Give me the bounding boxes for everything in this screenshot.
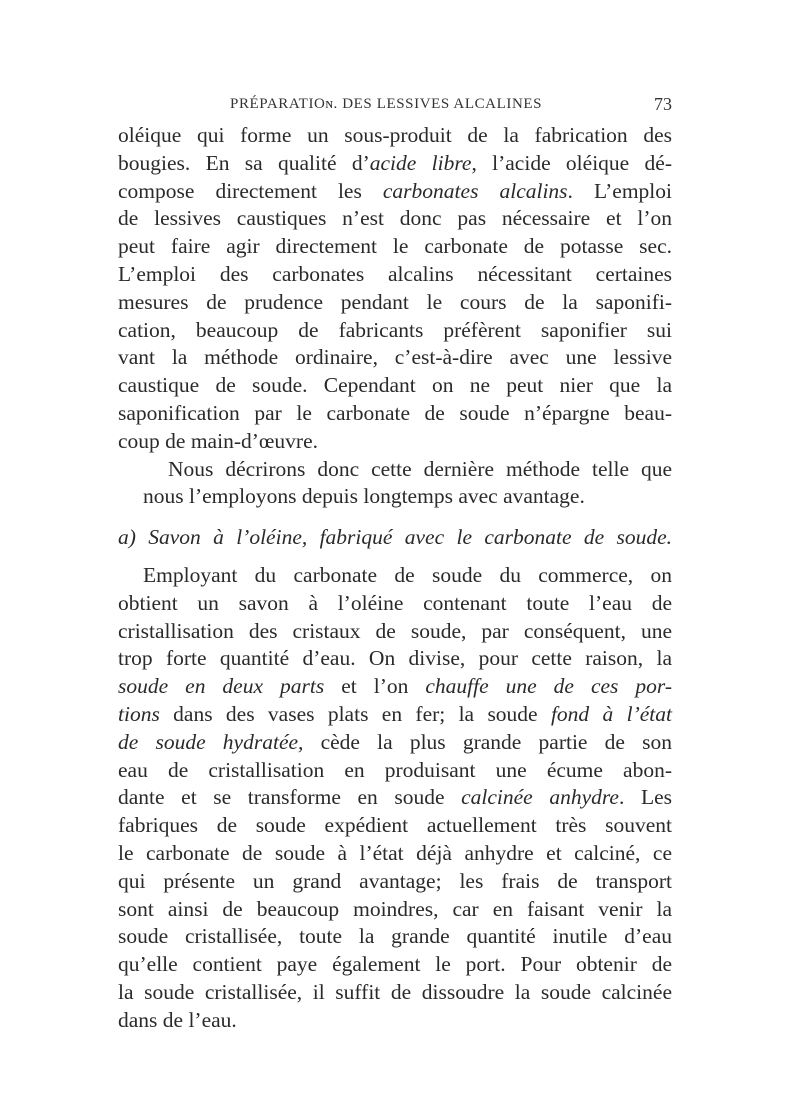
section-heading: a) Savon à l’oléine, fabriqué avec le carbonate de soude. [118, 525, 672, 550]
paragraph-3 [118, 562, 672, 1035]
text-line: cation, beaucoup de fabricants préfèrent saponifier sui [118, 317, 672, 342]
italic-text: carbonates alcalins [382, 178, 568, 203]
text-line: peut faire agir directement le carbonate de potasse sec. [118, 234, 672, 259]
text-line: qu’elle contient paye également le port. Pour obtenir de [118, 952, 672, 977]
text-line: oléique qui forme un sous-produit de la fabrication des [118, 123, 672, 147]
text-line: sont ainsi de beaucoup moindres, car en faisant venir la [118, 896, 672, 921]
running-title: PRÉPARATIOɴ. DES LESSIVES ALCALINES [230, 96, 543, 112]
paragraph-1 [118, 122, 672, 456]
italic-text: calcinée anhydre [461, 785, 619, 810]
italic-text: acide libre [369, 150, 472, 175]
text-line: bougies. En sa qualité d’acide libre, l’acide oléique dé- [118, 150, 672, 175]
text-line: nous l’employons depuis longtemps avec avantage. [143, 484, 585, 509]
text-line: caustique de soude. Cependant on ne peut nier que la [118, 373, 672, 398]
text-line: dans de l’eau. [118, 1007, 237, 1032]
text-line: trop forte quantité d’eau. On divise, pour cette raison, la [118, 646, 672, 671]
text-line: le carbonate de soude à l’état déjà anhydre et calciné, ce [118, 840, 672, 865]
text-line: saponification par le carbonate de soude n’épargne beau- [118, 400, 672, 425]
text-line: Nous décrirons donc cette dernière méthode telle que [168, 456, 672, 481]
text-line: tions dans des vases plats en fer; la soude fond à l’état [118, 701, 672, 726]
text-line: de soude hydratée, cède la plus grande partie de son [118, 729, 672, 754]
text-line: L’emploi des carbonates alcalins nécessitant certaines [118, 261, 672, 286]
running-head [118, 94, 672, 120]
text-line: coup de main-d’œuvre. [118, 428, 318, 453]
page-number: 73 [654, 94, 672, 114]
italic-text: soude en deux parts [118, 674, 325, 699]
italic-text: tions [118, 701, 160, 726]
italic-text: chauffe une de ces por- [425, 674, 673, 699]
italic-text: de soude hydratée, [118, 729, 304, 754]
text-line: vant la méthode ordinaire, c’est-à-dire avec une lessive [118, 345, 672, 370]
text-line: dante et se transforme en soude calcinée anhydre. Les [118, 785, 672, 810]
italic-text: fond à l’état [550, 701, 672, 726]
text-line: cristallisation des cristaux de soude, par conséquent, une [118, 618, 672, 643]
text-line: soude cristallisée, toute la grande quantité inutile d’eau [118, 924, 672, 949]
paragraph-2 [118, 456, 672, 512]
text-line: eau de cristallisation en produisant une écume abon- [118, 757, 672, 782]
text-line: la soude cristallisée, il suffit de dissoudre la soude calcinée [118, 979, 672, 1004]
text-line: qui présente un grand avantage; les frais de transport [118, 868, 672, 893]
text-line: de lessives caustiques n’est donc pas nécessaire et l’on [118, 206, 672, 231]
text-line: mesures de prudence pendant le cours de la saponifi- [118, 289, 672, 314]
text-line: Employant du carbonate de soude du commerce, on [143, 562, 672, 587]
text-line: compose directement les carbonates alcalins. L’emploi [118, 178, 672, 203]
body-text [118, 122, 672, 1035]
text-line: obtient un savon à l’oléine contenant toute l’eau de [118, 590, 672, 615]
text-line: soude en deux parts et l’on chauffe une de ces por- [118, 674, 673, 699]
text-line: fabriques de soude expédient actuellement très souvent [118, 813, 672, 838]
